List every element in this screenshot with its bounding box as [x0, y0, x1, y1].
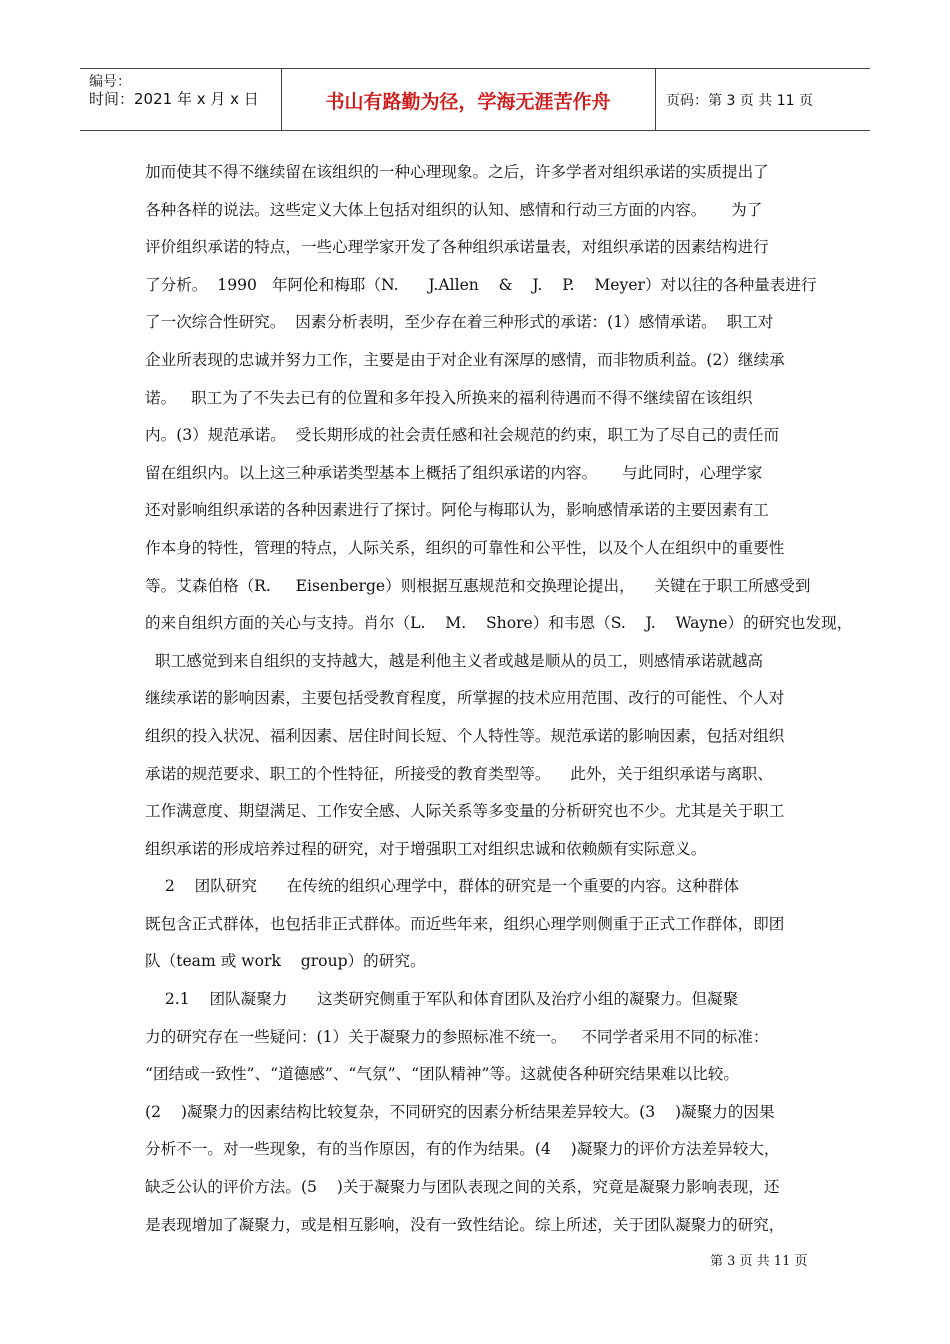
- body-text-line: 承诺的规范要求、职工的个性特征，所接受的教育类型等。 此外，关于组织承诺与离职、: [145, 764, 773, 783]
- body-text-line: (2 )凝聚力的因素结构比较复杂，不同研究的因素分析结果差异较大。(3 )凝聚力的因果: [145, 1102, 775, 1121]
- body-text-line: 组织的投入状况、福利因素、居住时间长短、个人特性等。规范承诺的影响因素，包括对组织: [145, 726, 785, 745]
- body-text-line: 企业所表现的忠诚并努力工作，主要是由于对企业有深厚的感情，而非物质利益。(2）继续承: [145, 350, 785, 369]
- body-text-line: 作本身的特性，管理的特点，人际关系，组织的可靠性和公平性，以及个人在组织中的重要性: [145, 538, 785, 557]
- body-text-line: 既包含正式群体，也包括非正式群体。而近些年来，组织心理学则侧重于正式工作群体，即团: [145, 914, 785, 933]
- document-date-label: 时间：2021 年 x 月 x 日: [89, 90, 259, 108]
- body-text-line: 2.1 团队凝聚力 这类研究侧重于军队和体育团队及治疗小组的凝聚力。但凝聚: [145, 990, 739, 1009]
- body-text-line: 继续承诺的影响因素，主要包括受教育程度，所掌握的技术应用范围、改行的可能性、个人对: [145, 689, 785, 708]
- body-text-line: 各种各样的说法。这些定义大体上包括对组织的认知、感情和行动三方面的内容。 为了: [145, 200, 763, 219]
- body-text-line: 了一次综合性研究。 因素分析表明，至少存在着三种形式的承诺：(1）感情承诺。 职工对: [145, 313, 774, 332]
- page-header: [80, 68, 870, 131]
- body-text-line: 的来自组织方面的关心与支持。肖尔（L. M. Shore）和韦恩（S. J. Wayne）的研究也发现，: [145, 614, 853, 633]
- body-text-line: 职工感觉到来自组织的支持越大，越是利他主义者或越是顺从的员工，则感情承诺就越高: [145, 651, 764, 670]
- body-text-line: 力的研究存在一些疑问：(1）关于凝聚力的参照标准不统一。 不同学者采用不同的标准：: [145, 1027, 769, 1046]
- body-text-line: 2 团队研究 在传统的组织心理学中，群体的研究是一个重要的内容。这种群体: [145, 877, 739, 896]
- body-text-line: 队（team 或 work group）的研究。: [145, 952, 426, 971]
- header-page-cell: [656, 69, 870, 130]
- header-page-info: 页码：第 3 页 共 11 页: [666, 93, 813, 109]
- body-text-line: 是表现增加了凝聚力，或是相互影响，没有一致性结论。综上所述，关于团队凝聚力的研究，: [145, 1215, 785, 1234]
- document-number-label: 编号：: [89, 74, 131, 90]
- header-motto: 书山有路勤为径，学海无涯苦作舟: [325, 91, 611, 113]
- body-text-line: “团结或一致性”、“道德感”、“气氛”、“团队精神”等。这就使各种研究结果难以比较。: [145, 1065, 739, 1084]
- body-text-line: 分析不一。对一些现象，有的当作原因，有的作为结果。(4 )凝聚力的评价方法差异较大，: [145, 1140, 780, 1159]
- body-text-line: 了分析。 1990 年阿伦和梅耶（N. J.Allen & J. P. Meyer）对以往的各种量表进行: [145, 275, 817, 294]
- body-text-line: 评价组织承诺的特点，一些心理学家开发了各种组织承诺量表，对组织承诺的因素结构进行: [145, 238, 769, 257]
- document-body: [145, 154, 853, 1244]
- body-text-line: 等。艾森伯格（R. Eisenberge）则根据互惠规范和交换理论提出， 关键在于职工所感受到: [145, 576, 811, 595]
- body-text-line: 留在组织内。以上这三种承诺类型基本上概括了组织承诺的内容。 与此同时，心理学家: [145, 463, 763, 482]
- body-text-line: 组织承诺的形成培养过程的研究，对于增强职工对组织忠诚和依赖颇有实际意义。: [145, 839, 707, 858]
- body-text-line: 还对影响组织承诺的各种因素进行了探讨。阿伦与梅耶认为，影响感情承诺的主要因素有工: [145, 501, 769, 520]
- body-text-line: 加而使其不得不继续留在该组织的一种心理现象。之后，许多学者对组织承诺的实质提出了: [145, 163, 769, 181]
- body-text-line: 内。(3）规范承诺。 受长期形成的社会责任感和社会规范的约束，职工为了尽自己的责任而: [145, 426, 780, 445]
- page-footer: 第 3 页 共 11 页: [710, 1254, 808, 1269]
- header-meta-cell: [80, 69, 282, 130]
- header-motto-cell: [281, 69, 656, 130]
- body-text-line: 工作满意度、期望满足、工作安全感、人际关系等多变量的分析研究也不少。尤其是关于职工: [145, 802, 785, 821]
- body-text-line: 诺。 职工为了不失去已有的位置和多年投入所换来的福利待遇而不得不继续留在该组织: [145, 388, 753, 407]
- body-text-line: 缺乏公认的评价方法。(5 )关于凝聚力与团队表现之间的关系，究竟是凝聚力影响表现，还: [145, 1178, 780, 1197]
